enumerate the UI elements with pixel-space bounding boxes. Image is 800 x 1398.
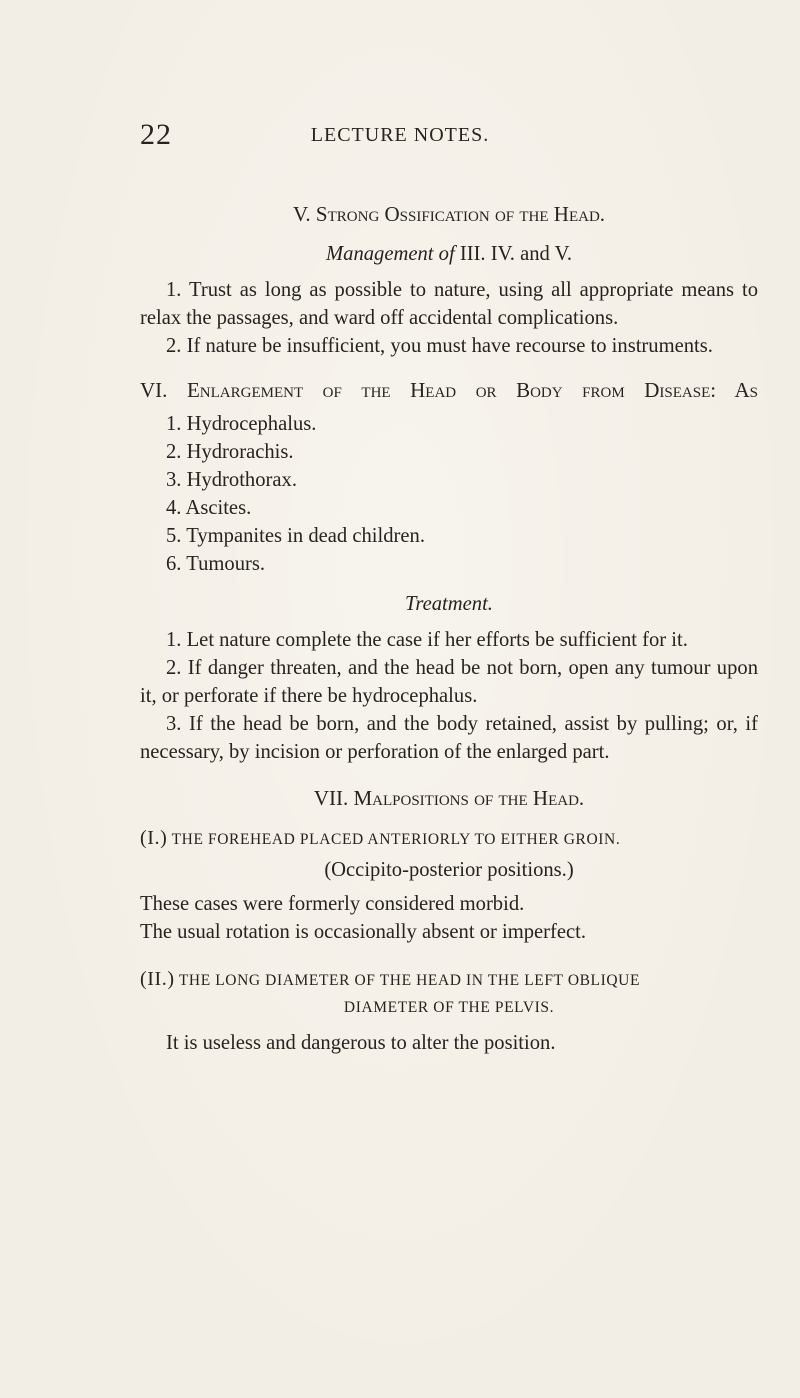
list-item: 5. Tympanites in dead children. [166,525,425,547]
list-item: 6. Tumours. [166,553,266,575]
page-header [0,118,800,164]
management-refs: III. IV. and V. [454,243,572,265]
list-item: 3. Hydrothorax. [166,469,297,491]
page-number: 22 [140,118,172,151]
subsection-ii-line: It is useless and dangerous to alter the position. [166,1032,556,1054]
list-item: 1. Hydrocephalus. [166,413,317,435]
section-v-paragraph-2: 2. If nature be insufficient, you must have recourse to instruments. [166,335,713,357]
list-item: 4. Ascites. [166,497,252,519]
subsection-i-number: (I.) [140,827,168,849]
subsection-i-note: (Occipito-posterior positions.) [324,859,574,881]
subsection-i-line-2: The usual rotation is occasionally absent or imperfect. [140,921,587,943]
disease-list [140,410,758,578]
subsection-ii-title: THE LONG DIAMETER OF THE HEAD IN THE LEFT OBLIQUE [174,972,641,989]
section-vii-heading: VII. Malpositions of the Head. [313,786,585,810]
subsection-ii-title-continued: DIAMETER OF THE PELVIS. [343,999,555,1016]
subsection-ii-heading [140,966,758,1021]
list-item: 2. Hydrorachis. [166,441,294,463]
section-v-paragraph-1: 1. Trust as long as possible to nature, using all appropriate means to relax the passages, and ward off accidental complications. [140,279,758,329]
page-content [140,200,758,1057]
treatment-subheading: Treatment. [405,593,493,615]
subsection-i-line-1: These cases were formerly considered morbid. [140,893,525,915]
subsection-ii-number: (II.) [140,968,175,990]
running-head: LECTURE NOTES. [310,124,490,146]
section-vi-heading: VI. Enlargement of the Head or Body from Disease: As [140,378,758,402]
subsection-i-heading [140,824,758,854]
management-label: Management of [326,243,455,265]
subsection-i-title: THE FOREHEAD PLACED ANTERIORLY TO EITHER GROIN. [167,831,621,848]
management-subheading [140,240,758,268]
section-v-heading: V. Strong Ossification of the Head. [292,202,606,226]
treatment-paragraph-3: 3. If the head be born, and the body retained, assist by pulling; or, if necessary, by incision or perforation of the enlarged part. [140,713,758,763]
treatment-paragraph-1: 1. Let nature complete the case if her efforts be sufficient for it. [166,629,688,651]
treatment-paragraph-2: 2. If danger threaten, and the head be not born, open any tumour upon it, or perforate if there be hydrocephalus. [140,657,758,707]
